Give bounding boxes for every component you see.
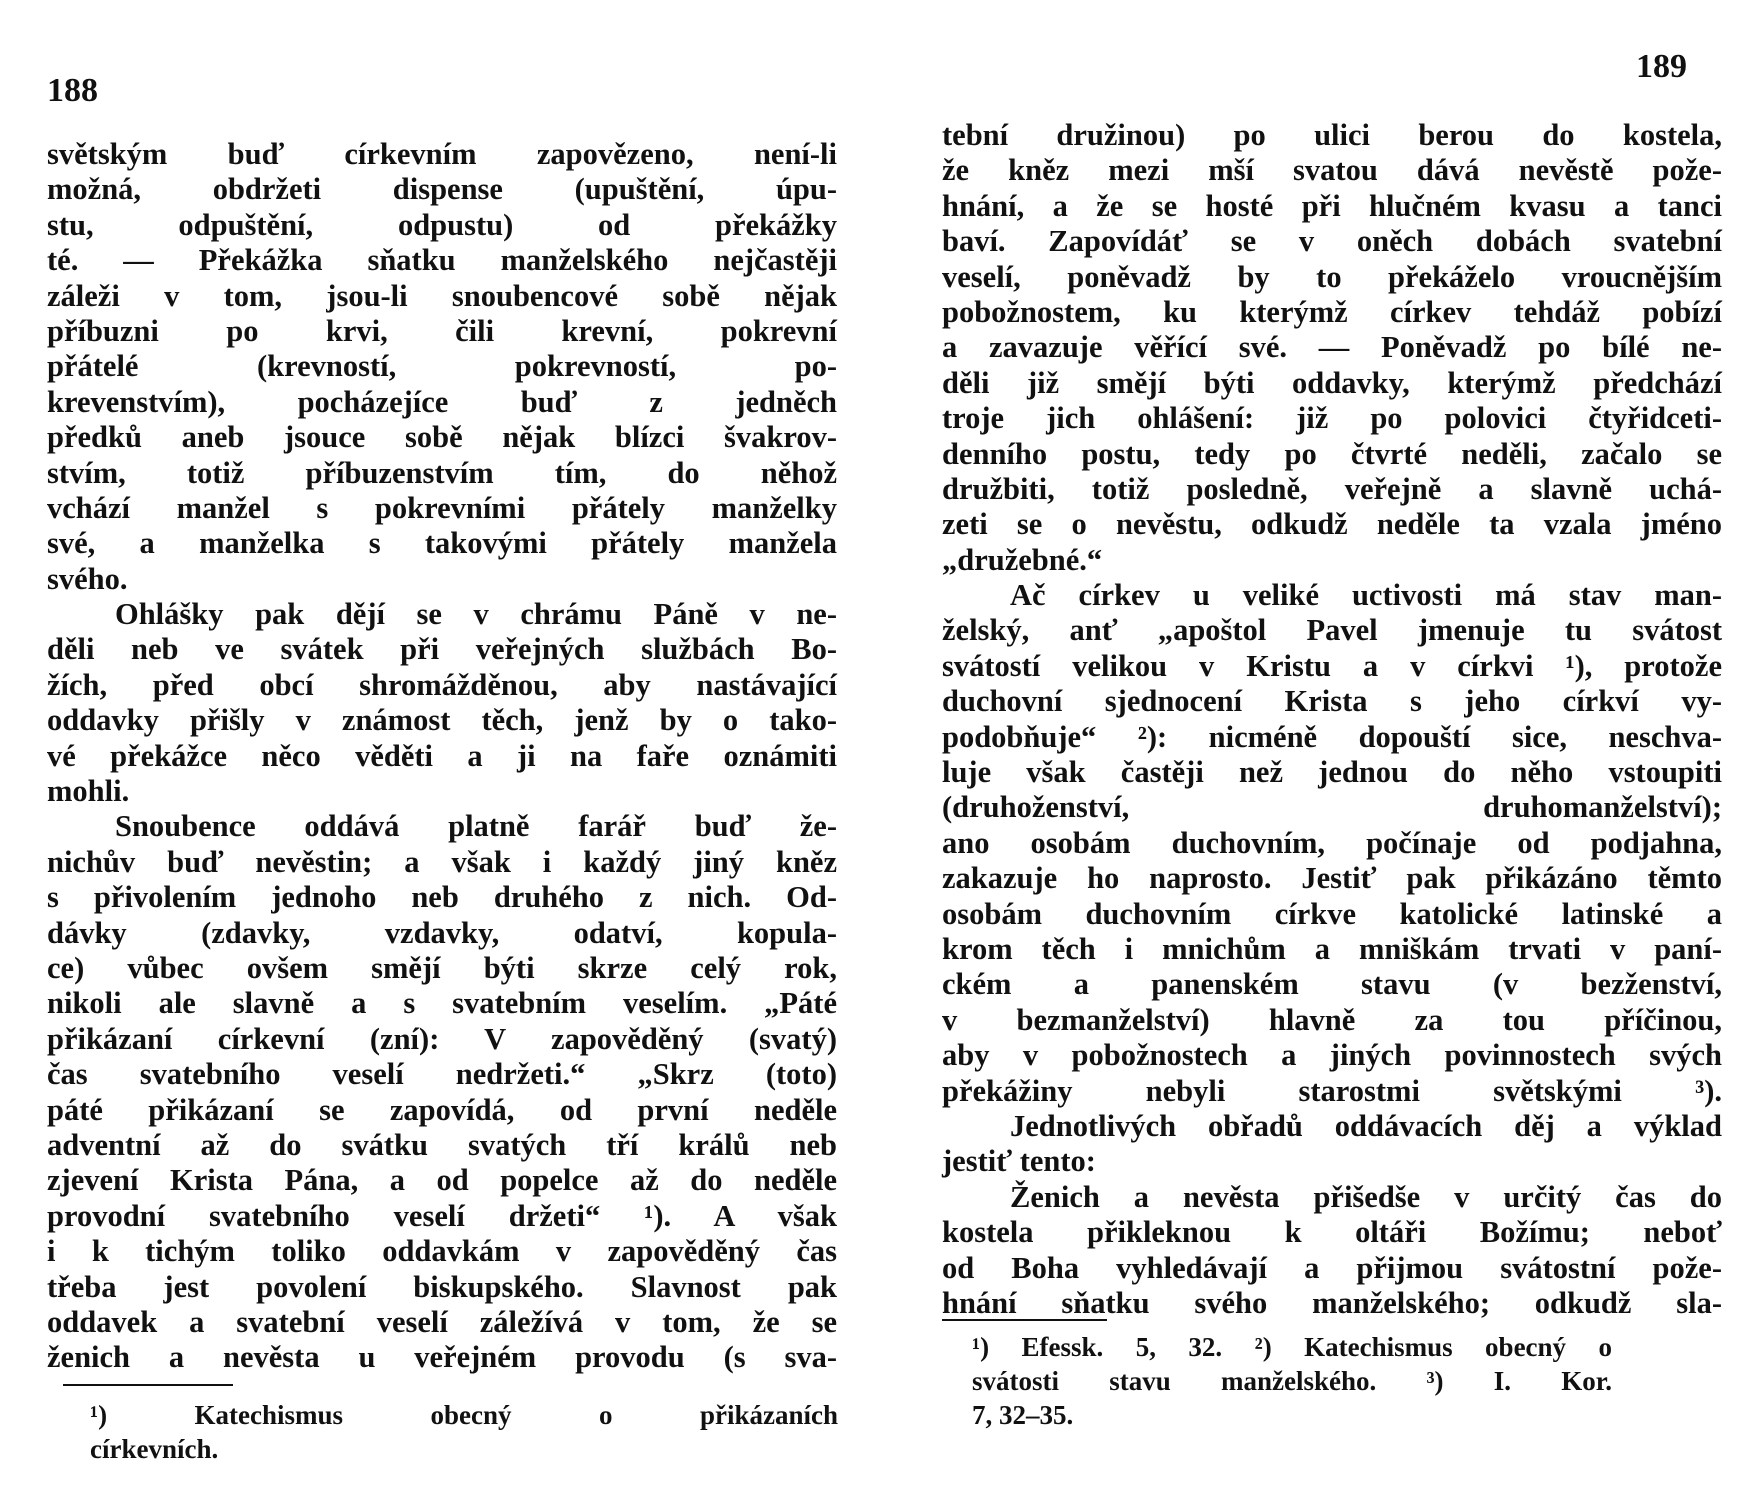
text-line: osobám duchovním církve katolické latinské a <box>942 896 1722 931</box>
text-line: hnání, a že se hosté při hlučném kvasu a tanci <box>942 188 1722 223</box>
footnote-line: církevních. <box>90 1434 219 1464</box>
page-number: 188 <box>47 72 98 109</box>
text-line: zjevení Krista Pána, a od popelce až do neděle <box>47 1163 837 1198</box>
text-line: ano osobám duchovním, počínaje od podjahna, <box>942 825 1722 860</box>
text-line: zakazuje ho naprosto. Jestiť pak přikázáno těmto <box>942 861 1722 896</box>
text-line: družbiti, totiž posledně, veřejně a slavně uchá- <box>942 471 1722 506</box>
text-line: žích, před obcí shromážděnou, aby nastávající <box>47 667 837 702</box>
text-line: Ženich a nevěsta přišedše v určitý čas do <box>1010 1179 1722 1214</box>
footnotes <box>90 1398 838 1466</box>
footnote-line: svátosti stavu manželského. ³) I. Kor. <box>972 1366 1612 1396</box>
text-line: stvím, totiž příbuzenstvím tím, do něhož <box>47 455 837 490</box>
text-line: vchází manžel s pokrevními přátely manželky <box>47 490 837 525</box>
text-line: předků aneb jsouce sobě nějak blízci švakrov- <box>47 420 837 455</box>
text-line: ckém a panenském stavu (v bezženství, <box>942 967 1722 1002</box>
right-page <box>875 0 1750 1500</box>
text-line: kostela přikleknou k oltáři Božímu; neboť <box>942 1215 1722 1250</box>
text-line: adventní až do svátku svatých tří králů neb <box>47 1127 837 1162</box>
text-line: krom těch i mnichům a mniškám trvati v paní- <box>942 931 1722 966</box>
page-number: 189 <box>1636 48 1687 85</box>
text-line: Jednotlivých obřadů oddávacích děj a výklad <box>1010 1108 1722 1143</box>
text-line: přátelé (krevností, pokrevností, po- <box>47 349 837 384</box>
footnote-divider <box>63 1384 233 1386</box>
page-body-text <box>942 118 1722 1321</box>
text-line: světským buď církevním zapovězeno, není-li <box>47 137 837 171</box>
text-line: želský, anť „apoštol Pavel jmenuje tu svátost <box>942 613 1722 648</box>
text-line: třeba jest povolení biskupského. Slavnost pak <box>47 1269 837 1304</box>
text-line: čas svatebního veselí nedržeti.“ „Skrz (toto) <box>47 1057 837 1092</box>
text-line: páté přikázaní se zapovídá, od první neděle <box>47 1092 837 1127</box>
text-line: „družebné.“ <box>942 542 1103 577</box>
footnote-line: ¹) Katechismus obecný o přikázaních <box>90 1400 838 1430</box>
text-line: Ohlášky pak dějí se v chrámu Páně v ne- <box>115 597 837 632</box>
page-body-text <box>47 137 837 1376</box>
text-line: zeti se o nevěstu, odkudž neděle ta vzala jméno <box>942 507 1722 542</box>
text-line: přikázaní církevní (zní): V zapověděný (svatý) <box>47 1021 837 1056</box>
text-line: možná, obdržeti dispense (upuštění, úpu- <box>47 172 837 207</box>
text-line: (druhoženství, druhomanželství); <box>942 790 1722 825</box>
footnotes <box>972 1330 1612 1432</box>
text-line: děli neb ve svátek při veřejných službách Bo- <box>47 632 837 667</box>
text-line: záleži v tom, jsou-li snoubencové sobě nějak <box>47 278 837 313</box>
text-line: od Boha vyhledávají a přijmou svátostní pože- <box>942 1250 1722 1285</box>
footnote-line: 7, 32–35. <box>972 1400 1074 1430</box>
text-line: oddavky přišly v známost těch, jenž by o tako- <box>47 703 837 738</box>
text-line: vé překážce něco věděti a ji na faře oznámiti <box>47 738 837 773</box>
text-line: nikoli ale slavně a s svatebním veselím. „Páté <box>47 986 837 1021</box>
text-line: troje jich ohlášení: již po polovici čtyřidceti- <box>942 401 1722 436</box>
text-line: příbuzni po krvi, čili krevní, pokrevní <box>47 313 837 348</box>
text-line: pobožnostem, ku kterýmž církev tehdáž pobízí <box>942 294 1722 329</box>
text-line: té. — Překážka sňatku manželského nejčastěji <box>47 243 837 278</box>
text-line: podobňuje“ ²): nicméně dopouští sice, neschva- <box>942 719 1722 754</box>
text-line: svého. <box>47 561 128 596</box>
text-line: Snoubence oddává platně farář buď že- <box>115 809 837 844</box>
text-line: stu, odpuštění, odpustu) od překážky <box>47 207 837 242</box>
text-line: dávky (zdavky, vzdavky, odatví, kopula- <box>47 915 837 950</box>
text-line: děli již smějí býti oddavky, kterýmž předchází <box>942 365 1722 400</box>
text-line: oddavek a svatební veselí záležívá v tom, že se <box>47 1304 837 1339</box>
text-line: i k tichým toliko oddavkám v zapověděný čas <box>47 1234 837 1269</box>
text-line: ce) vůbec ovšem smějí býti skrze celý rok, <box>47 950 837 985</box>
text-line: veselí, poněvadž by to překáželo vroucnějším <box>942 259 1722 294</box>
text-line: s přivolením jednoho neb druhého z nich. Od- <box>47 880 837 915</box>
text-line: hnání sňatku svého manželského; odkudž sla- <box>942 1285 1722 1320</box>
text-line: Ač církev u veliké uctivosti má stav man- <box>1010 578 1722 613</box>
text-line: mohli. <box>47 774 130 809</box>
text-line: v bezmanželství) hlavně za tou příčinou, <box>942 1002 1722 1037</box>
text-line: ženich a nevěsta u veřejném provodu (s sva- <box>47 1340 837 1375</box>
text-line: překážiny nebyli starostmi světskými ³). <box>942 1073 1722 1108</box>
text-line: duchovní sjednocení Krista s jeho církví vy- <box>942 684 1722 719</box>
text-line: krevenstvím), pocházejíce buď z jedněch <box>47 384 837 419</box>
footnote-divider <box>942 1319 1107 1321</box>
text-line: luje však častěji než jednou do něho vstoupiti <box>942 755 1722 790</box>
text-line: své, a manželka s takovými přátely manžela <box>47 526 837 561</box>
text-line: baví. Zapovídáť se v oněch dobách svatební <box>942 224 1722 259</box>
text-line: denního postu, tedy po čtvrté neděli, začalo se <box>942 436 1722 471</box>
text-line: svátostí velikou v Kristu a v církvi ¹), protože <box>942 648 1722 683</box>
text-line: aby v pobožnostech a jiných povinnostech svých <box>942 1038 1722 1073</box>
text-line: provodní svatebního veselí držeti“ ¹). A však <box>47 1198 837 1233</box>
text-line: nichův buď nevěstin; a však i každý jiný kněz <box>47 844 837 879</box>
footnote-line: ¹) Efessk. 5, 32. ²) Katechismus obecný o <box>972 1332 1612 1362</box>
text-line: a zavazuje věřící své. — Poněvadž po bílé ne- <box>942 330 1722 365</box>
text-line: jestiť tento: <box>942 1144 1096 1179</box>
text-line: tební družinou) po ulici berou do kostela, <box>942 118 1722 152</box>
text-line: že kněz mezi mší svatou dává nevěstě pože- <box>942 153 1722 188</box>
